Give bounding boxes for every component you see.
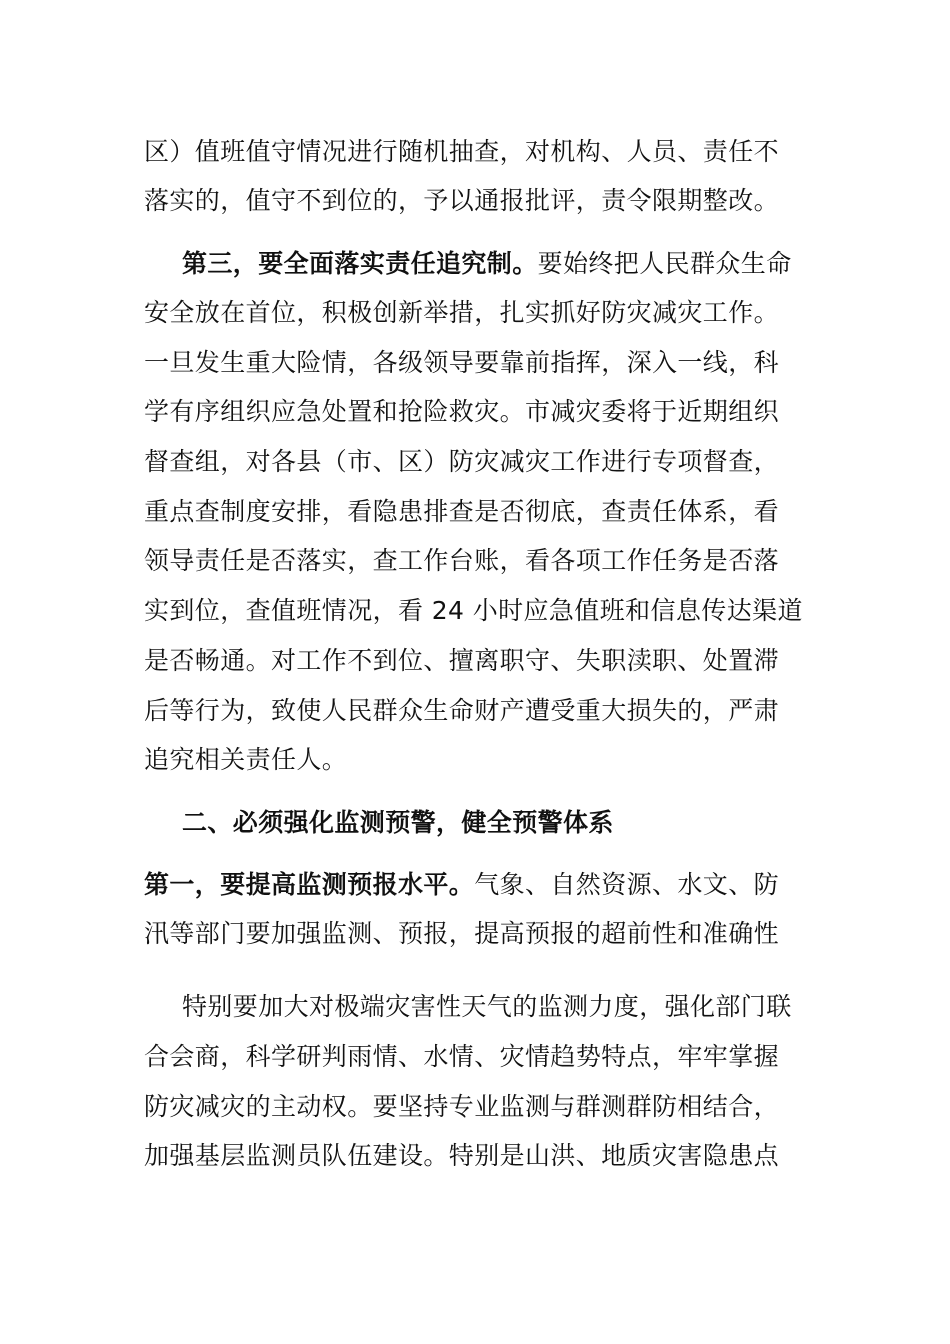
paragraph-line: 加强基层监测员队伍建设。特别是山洪、地质灾害隐患点: [144, 1141, 780, 1170]
paragraph-lead-rest: 气象、自然资源、水文、防: [474, 870, 780, 899]
paragraph-line: 一旦发生重大险情，各级领导要靠前指挥，深入一线，科: [144, 348, 780, 377]
paragraph-line: 学有序组织应急处置和抢险救灾。市减灾委将于近期组织: [144, 397, 780, 426]
paragraph-lead: 第一，要提高监测预报水平。: [144, 870, 475, 899]
paragraph-line: 落实的，值守不到位的，予以通报批评，责令限期整改。: [144, 186, 780, 215]
paragraph-line: 是否畅通。对工作不到位、擅离职守、失职渎职、处置滞: [144, 646, 780, 675]
paragraph-line: 合会商，科学研判雨情、水情、灾情趋势特点，牢牢掌握: [144, 1042, 780, 1071]
paragraph-lead: 第三，要全面落实责任追究制。: [182, 249, 538, 278]
paragraph-first-line: 特别要加大对极端灾害性天气的监测力度，强化部门联: [182, 992, 792, 1021]
paragraph-first-line: [182, 249, 792, 279]
paragraph-line: 汛等部门要加强监测、预报，提高预报的超前性和准确性: [144, 919, 780, 948]
paragraph-line: 领导责任是否落实，查工作台账，看各项工作任务是否落: [144, 546, 780, 575]
paragraph-line: 后等行为，致使人民群众生命财产遭受重大损失的，严肃: [144, 696, 780, 725]
paragraph-line: 追究相关责任人。: [144, 745, 348, 774]
paragraph-first-line: [144, 870, 779, 900]
section-heading: 二、必须强化监测预警，健全预警体系: [182, 808, 614, 837]
paragraph-line: 防灾减灾的主动权。要坚持专业监测与群测群防相结合，: [144, 1092, 780, 1121]
paragraph-lead-rest: 要始终把人民群众生命: [537, 249, 792, 278]
paragraph-line: 重点查制度安排，看隐患排查是否彻底，查责任体系，看: [144, 497, 780, 526]
paragraph-line: 督查组，对各县（市、区）防灾减灾工作进行专项督查，: [144, 447, 780, 476]
paragraph-line: 安全放在首位，积极创新举措，扎实抓好防灾减灾工作。: [144, 298, 780, 327]
paragraph-line: 区）值班值守情况进行随机抽查，对机构、人员、责任不: [144, 137, 780, 166]
paragraph-line: 实到位，查值班情况，看 24 小时应急值班和信息传达渠道: [144, 596, 803, 625]
